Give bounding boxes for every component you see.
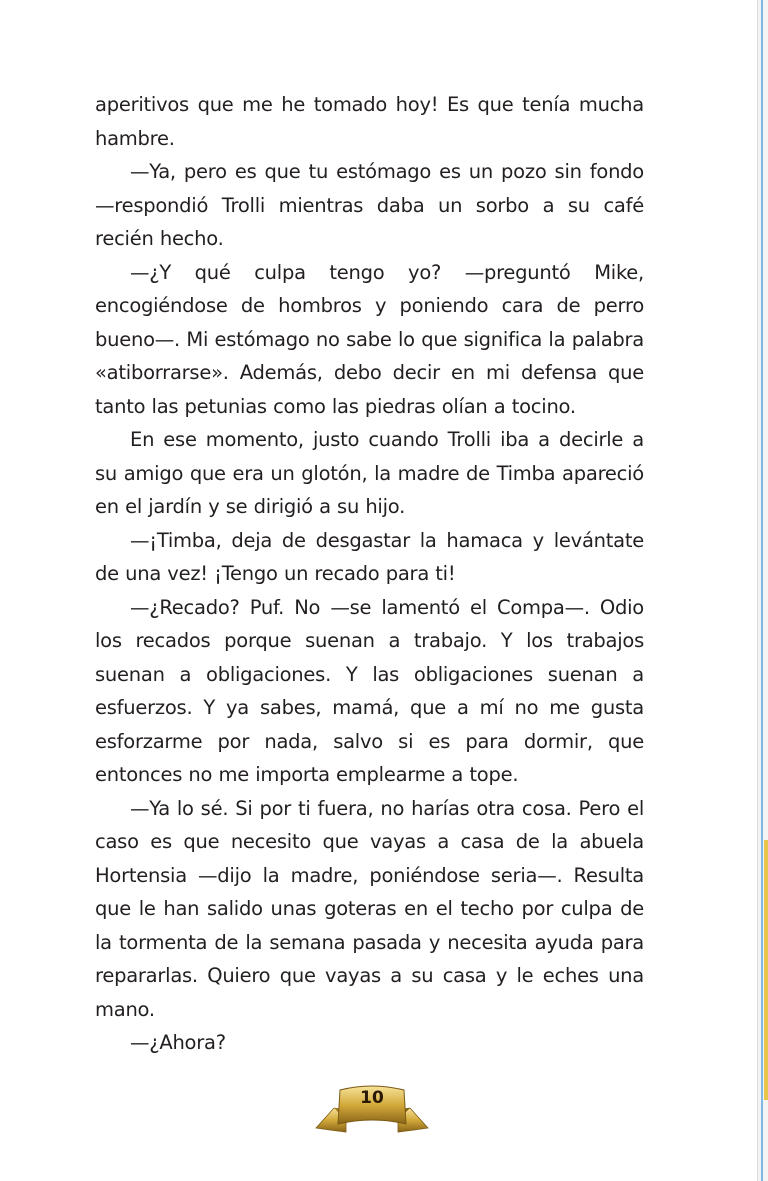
paragraph-5: —¡Timba, deja de desgastar la hamaca y levántate de una vez! ¡Tengo un recado para ti!: [95, 528, 644, 585]
paragraph-7: —Ya lo sé. Si por ti fuera, no harías otra cosa. Pero el caso es que necesito que vayas a casa de la abuela Hortensia —dijo la madre, poniéndose seria—. Resulta que le han salido unas goteras en el techo por culpa de la tormenta de la semana pasada y necesita ayuda para repararlas. Quiero que vayas a su casa y le eches una mano.: [95, 796, 644, 1021]
page-number-ribbon: [312, 1080, 432, 1140]
body-text: [95, 88, 644, 1060]
edge-blue-line: [761, 0, 763, 1181]
edge-yellow-strip: [764, 840, 768, 1100]
paragraph-3: —¿Y qué culpa tengo yo? —preguntó Mike, encogiéndose de hombros y poniendo cara de perro bueno—. Mi estómago no sabe lo que significa la palabra «atiborrarse». Además, debo decir en mi defensa que tanto las petunias como las piedras olían a tocino.: [95, 260, 644, 418]
adjacent-page-edge: [757, 0, 768, 1181]
page-number: 10: [360, 1088, 384, 1108]
paragraph-2: —Ya, pero es que tu estómago es un pozo sin fondo —respondió Trolli mientras daba un sorbo a su café recién hecho.: [95, 160, 644, 250]
paragraph-4: En ese momento, justo cuando Trolli iba a decirle a su amigo que era un glotón, la madre de Timba apareció en el jardín y se dirigió a su hijo.: [95, 428, 644, 518]
paragraph-1: aperitivos que me he tomado hoy! Es que tenía mucha hambre.: [95, 93, 644, 150]
paragraph-8: —¿Ahora?: [130, 1031, 226, 1054]
paragraph-6: —¿Recado? Puf. No —se lamentó el Compa—. Odio los recados porque suenan a trabajo. Y los trabajos suenan a obligaciones. Y las obligaciones suenan a esfuerzos. Y ya sabes, mamá, que a mí no me gusta esforzarme por nada, salvo si es para dormir, que entonces no me importa emplearme a tope.: [95, 595, 644, 786]
